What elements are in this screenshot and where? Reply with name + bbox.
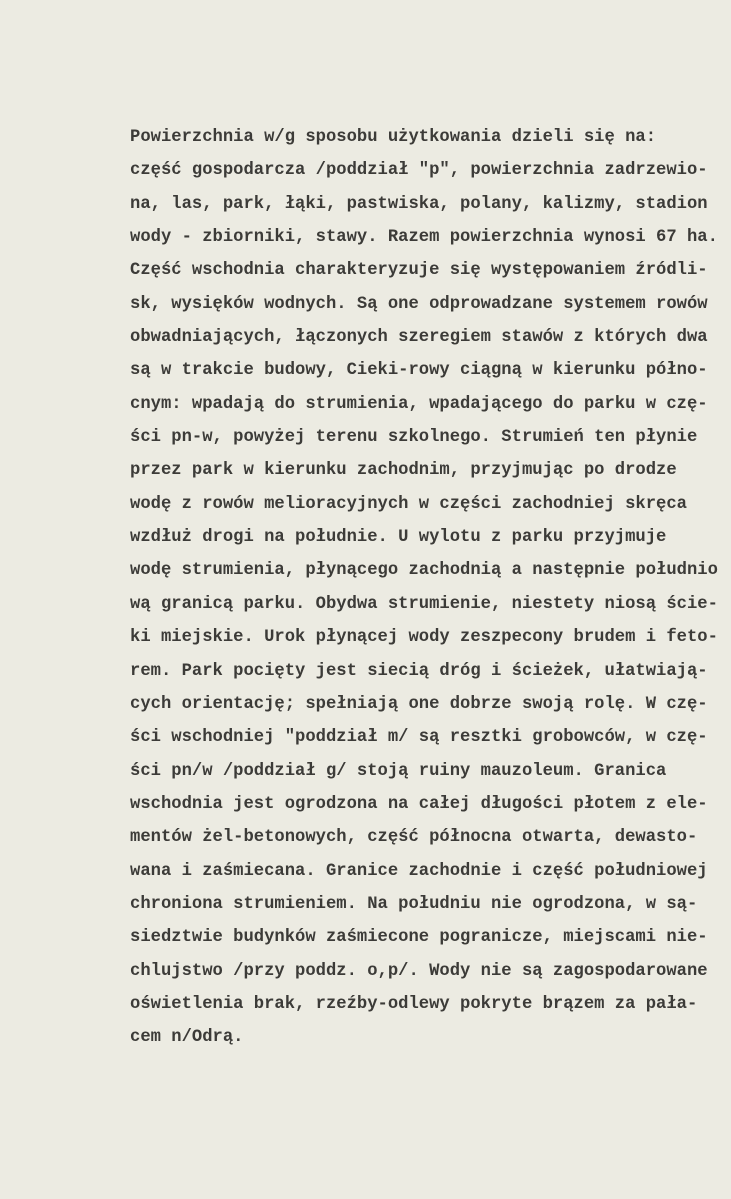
text-line: chlujstwo /przy poddz. o,p/. Wody nie są zagospodarowane [130, 961, 708, 981]
text-line: cem n/Odrą. [130, 1028, 244, 1048]
text-line: mentów żel-betonowych, część północna otwarta, dewasto- [130, 828, 698, 848]
text-line: ki miejskie. Urok płynącej wody zeszpecony brudem i feto- [130, 628, 718, 648]
text-line: Część wschodnia charakteryzuje się występowaniem źródli- [130, 261, 708, 281]
text-line: cnym: wpadają do strumienia, wpadającego do parku w czę- [130, 394, 708, 414]
text-line: wana i zaśmiecana. Granice zachodnie i część południowej [130, 861, 708, 881]
text-line: wody - zbiorniki, stawy. Razem powierzchnia wynosi 67 ha. [130, 228, 718, 248]
text-line: siedztwie budynków zaśmiecone pogranicze, miejscami nie- [130, 928, 708, 948]
text-line: wą granicą parku. Obydwa strumienie, niestety niosą ście- [130, 594, 718, 614]
text-line: ści wschodniej "poddział m/ są resztki grobowców, w czę- [130, 728, 708, 748]
text-line: część gospodarcza /poddział "p", powierzchnia zadrzewio- [130, 161, 708, 181]
text-line: są w trakcie budowy, Cieki-rowy ciągną w kierunku półno- [130, 361, 708, 381]
text-line: ści pn-w, powyżej terenu szkolnego. Strumień ten płynie [130, 428, 698, 448]
text-line: na, las, park, łąki, pastwiska, polany, kalizmy, stadion [130, 194, 708, 214]
text-line: wzdłuż drogi na południe. U wylotu z parku przyjmuje [130, 528, 667, 548]
text-line: wschodnia jest ogrodzona na całej długości płotem z ele- [130, 794, 708, 814]
text-line: obwadniających, łączonych szeregiem stawów z których dwa [130, 328, 708, 348]
text-line: chroniona strumieniem. Na południu nie ogrodzona, w są- [130, 894, 698, 914]
text-line: oświetlenia brak, rzeźby-odlewy pokryte brązem za pała- [130, 994, 698, 1014]
text-line: ści pn/w /poddział g/ stoją ruiny mauzoleum. Granica [130, 761, 667, 781]
text-line: wodę z rowów melioracyjnych w części zachodniej skręca [130, 494, 687, 514]
text-line: cych orientację; spełniają one dobrze swoją rolę. W czę- [130, 694, 708, 714]
typewritten-page [130, 121, 725, 1055]
text-line: wodę strumienia, płynącego zachodnią a następnie południo [130, 561, 718, 581]
text-line: przez park w kierunku zachodnim, przyjmując po drodze [130, 461, 677, 481]
text-line: rem. Park pocięty jest siecią dróg i ścieżek, ułatwiają- [130, 661, 708, 681]
text-line: Powierzchnia w/g sposobu użytkowania dzieli się na: [130, 128, 657, 147]
text-line: sk, wysięków wodnych. Są one odprowadzane systemem rowów [130, 294, 708, 314]
